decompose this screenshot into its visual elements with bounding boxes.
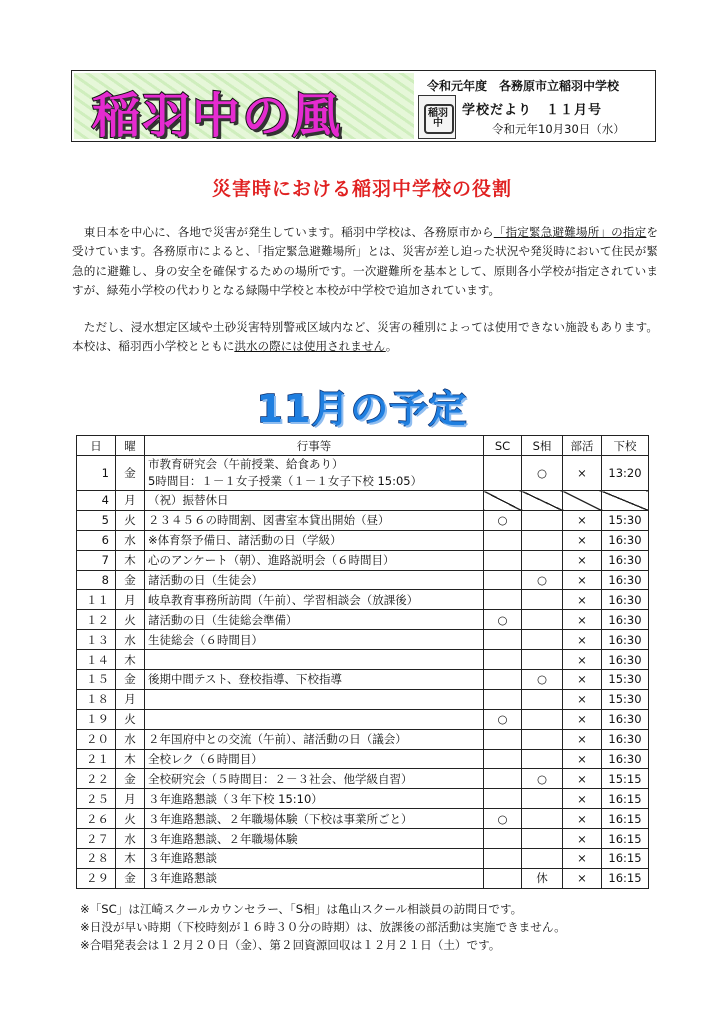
cell-weekday: 火 [116,809,145,829]
paragraph-2-text-a: ただし、浸水想定区域や土砂災害特別警戒区域内など、災害の種別によっては使用できない施設もあります。本校は、稲羽西小学校とともに [72,320,658,354]
header-day: 日 [77,436,116,456]
cell-day: １３ [77,630,116,650]
cell-s-counselor [522,530,563,550]
schedule-header-row [77,436,649,456]
header-club: 部活 [563,436,602,456]
cell-sc [484,530,522,550]
cell-weekday: 水 [116,829,145,849]
cell-s-counselor [522,789,563,809]
newsletter-logo [74,73,414,139]
cell-dismissal: 15:15 [602,769,649,789]
cell-weekday: 月 [116,689,145,709]
paragraph-1-underlined: 「指定緊急避難場所」の指定 [493,225,647,239]
cell-sc [484,829,522,849]
cell-club: × [563,670,602,690]
schedule-row [77,530,649,550]
cell-dismissal: 16:30 [602,749,649,769]
cell-event: ※体育祭予備日、諸活動の日（学級） [145,530,484,550]
cell-day: １１ [77,590,116,610]
cell-club: × [563,729,602,749]
cell-s-counselor [522,829,563,849]
schedule-row [77,789,649,809]
schedule-row [77,456,649,491]
header-sc: SC [484,436,522,456]
cell-weekday: 木 [116,550,145,570]
cell-event: ３年進路懇談 [145,849,484,869]
cell-s-counselor [522,610,563,630]
schedule-row [77,630,649,650]
cell-day: ２６ [77,809,116,829]
header-event: 行事等 [145,436,484,456]
cell-club: × [563,789,602,809]
cell-s-counselor [522,491,563,511]
cell-weekday: 月 [116,789,145,809]
cell-event: ３年進路懇談、２年職場体験 [145,829,484,849]
cell-dismissal: 16:15 [602,829,649,849]
cell-s-counselor: ○ [522,670,563,690]
cell-weekday: 金 [116,670,145,690]
cell-event: 全校研究会（５時間目：２－３社会、他学級自習） [145,769,484,789]
cell-club [563,491,602,511]
cell-club: × [563,809,602,829]
article-paragraph-1 [72,223,658,300]
cell-dismissal: 16:30 [602,709,649,729]
cell-sc [484,749,522,769]
cell-weekday: 水 [116,530,145,550]
cell-club: × [563,650,602,670]
cell-sc [484,670,522,690]
cell-sc [484,650,522,670]
schedule-row [77,769,649,789]
school-seal [418,95,456,139]
cell-day: ２１ [77,749,116,769]
paragraph-2-underlined: 洪水の際には使用されません [234,339,386,354]
schedule-row [77,809,649,829]
cell-dismissal: 16:15 [602,849,649,869]
cell-club: × [563,829,602,849]
cell-sc [484,630,522,650]
cell-day: ２８ [77,849,116,869]
cell-event [145,650,484,670]
schedule-row [77,868,649,888]
cell-dismissal: 16:30 [602,590,649,610]
cell-s-counselor [522,590,563,610]
cell-sc [484,491,522,511]
cell-weekday: 木 [116,849,145,869]
cell-weekday: 木 [116,650,145,670]
cell-dismissal: 16:30 [602,650,649,670]
note-item: ※「SC」は江崎スクールカウンセラー、「S相」は亀山スクール相談員の訪問日です。 [80,902,523,916]
cell-event: 後期中間テスト、登校指導、下校指導 [145,670,484,690]
cell-day: ２０ [77,729,116,749]
cell-s-counselor: ○ [522,769,563,789]
cell-weekday: 火 [116,610,145,630]
cell-club: × [563,530,602,550]
cell-dismissal: 13:20 [602,456,649,491]
cell-s-counselor [522,729,563,749]
event-line: 5時間目：１－１女子授業（１－１女子下校 15:05） [148,474,423,488]
cell-event: 諸活動の日（生徒総会準備） [145,610,484,630]
cell-sc [484,550,522,570]
header-s-counselor: S相 [522,436,563,456]
cell-day: ２２ [77,769,116,789]
cell-club: × [563,689,602,709]
school-name: 令和元年度 各務原市立稲羽中学校 [427,79,620,93]
cell-dismissal: 16:15 [602,789,649,809]
cell-s-counselor: ○ [522,456,563,491]
paragraph-1-text-a: 東日本を中心に、各地で災害が発生しています。稲羽中学校は、各務原市から [72,225,494,239]
cell-club: × [563,590,602,610]
schedule-row [77,749,649,769]
cell-sc [484,789,522,809]
cell-club: × [563,630,602,650]
paragraph-2-text-b: 。 [385,339,398,354]
schedule-body [77,456,649,889]
cell-club: × [563,456,602,491]
article-title: 災害時における稲羽中学校の役割 [211,178,512,200]
schedule-row [77,709,649,729]
cell-event: （祝）振替休日 [145,491,484,511]
schedule-notes [80,900,680,954]
header-dismissal: 下校 [602,436,649,456]
cell-day: １８ [77,689,116,709]
cell-s-counselor [522,749,563,769]
cell-day: ２７ [77,829,116,849]
schedule-row [77,849,649,869]
cell-day: １２ [77,610,116,630]
cell-weekday: 木 [116,749,145,769]
cell-s-counselor [522,849,563,869]
cell-weekday: 水 [116,729,145,749]
cell-dismissal: 16:30 [602,550,649,570]
schedule-row [77,829,649,849]
cell-dismissal: 16:30 [602,530,649,550]
schedule-title: 11月の予定 [256,387,468,431]
cell-day: 5 [77,510,116,530]
cell-club: × [563,709,602,729]
article-paragraph-2 [72,318,658,357]
cell-dismissal: 16:15 [602,809,649,829]
schedule-row [77,670,649,690]
cell-event [145,689,484,709]
schedule-row [77,550,649,570]
cell-day: 7 [77,550,116,570]
cell-day: 4 [77,491,116,511]
cell-sc [484,689,522,709]
cell-club: × [563,610,602,630]
cell-club: × [563,749,602,769]
cell-dismissal: 15:30 [602,689,649,709]
cell-day: 8 [77,570,116,590]
cell-sc [484,590,522,610]
cell-dismissal: 16:30 [602,610,649,630]
schedule-row [77,491,649,511]
cell-s-counselor [522,709,563,729]
cell-club: × [563,510,602,530]
cell-weekday: 金 [116,456,145,491]
cell-sc: ○ [484,709,522,729]
cell-event: ３年進路懇談、２年職場体験（下校は事業所ごと） [145,809,484,829]
cell-s-counselor [522,650,563,670]
cell-s-counselor [522,809,563,829]
cell-event: 生徒総会（６時間目） [145,630,484,650]
cell-s-counselor: 休 [522,868,563,888]
cell-sc [484,849,522,869]
cell-sc [484,570,522,590]
cell-weekday: 金 [116,769,145,789]
cell-day: １９ [77,709,116,729]
cell-day: 1 [77,456,116,491]
cell-club: × [563,868,602,888]
cell-club: × [563,570,602,590]
cell-event [145,456,484,491]
cell-day: １４ [77,650,116,670]
cell-sc: ○ [484,809,522,829]
note-item: ※日没が早い時期（下校時刻が１６時３０分の時期）は、放課後の部活動は実施できません。 [80,920,566,934]
issue-date: 令和元年10月30日（水） [492,122,625,136]
cell-weekday: 水 [116,630,145,650]
cell-event: ３年進路懇談 [145,868,484,888]
cell-sc [484,456,522,491]
cell-day: ２９ [77,868,116,888]
schedule-row [77,650,649,670]
newsletter-header [71,70,656,142]
cell-event: ２３４５６の時間割、図書室本貸出開始（昼） [145,510,484,530]
cell-event: 岐阜教育事務所訪問（午前）、学習相談会（放課後） [145,590,484,610]
cell-event [145,709,484,729]
schedule-row [77,510,649,530]
cell-dismissal: 16:30 [602,729,649,749]
cell-weekday: 金 [116,570,145,590]
schedule-row [77,689,649,709]
cell-weekday: 火 [116,510,145,530]
cell-club: × [563,849,602,869]
cell-weekday: 月 [116,491,145,511]
school-seal-text: 稲羽中 [428,108,448,129]
cell-event: 全校レク（６時間目） [145,749,484,769]
schedule-row [77,570,649,590]
cell-s-counselor [522,630,563,650]
schedule-row [77,610,649,630]
cell-club: × [563,550,602,570]
schedule-row [77,590,649,610]
cell-event: 心のアンケート（朝）、進路説明会（６時間目） [145,550,484,570]
cell-dismissal: 15:30 [602,670,649,690]
cell-sc: ○ [484,610,522,630]
cell-day: １５ [77,670,116,690]
cell-day: ２５ [77,789,116,809]
cell-s-counselor [522,510,563,530]
cell-dismissal: 15:30 [602,510,649,530]
cell-weekday: 月 [116,590,145,610]
cell-s-counselor [522,689,563,709]
cell-event: ２年国府中との交流（午前）、諸活動の日（議会） [145,729,484,749]
cell-weekday: 火 [116,709,145,729]
header-weekday: 曜 [116,436,145,456]
school-seal-emblem [424,104,454,134]
event-line: 市教育研究会（午前授業、給食あり） [148,457,344,471]
cell-dismissal [602,491,649,511]
logo-text: 稲羽中の風 [92,88,343,139]
schedule-table [76,435,649,889]
cell-sc [484,769,522,789]
note-item: ※合唱発表会は１２月２０日（金）、第２回資源回収は１２月２１日（土）です。 [80,938,501,952]
cell-event: 諸活動の日（生徒会） [145,570,484,590]
cell-weekday: 金 [116,868,145,888]
cell-sc [484,868,522,888]
cell-dismissal: 16:15 [602,868,649,888]
cell-club: × [563,769,602,789]
cell-event: ３年進路懇談（３年下校 15:10） [145,789,484,809]
cell-dismissal: 16:30 [602,570,649,590]
cell-sc [484,729,522,749]
schedule-row [77,729,649,749]
cell-s-counselor [522,550,563,570]
cell-s-counselor: ○ [522,570,563,590]
cell-dismissal: 16:30 [602,630,649,650]
cell-sc: ○ [484,510,522,530]
issue-label: 学校だより １１月号 [462,103,603,118]
paragraph-1-text-b: を受けています。各務原市によると、「指定緊急避難場所」とは、災害が差し迫った状況や発災時において住民が緊急的に避難し、身の安全を確保するための場所です。一次避難所を基本として、原則各小学校が指定されていますが、緑苑小学校の代わりとなる緑陽中学校と本校が中学校で追加されています。 [72,225,659,297]
cell-day: 6 [77,530,116,550]
